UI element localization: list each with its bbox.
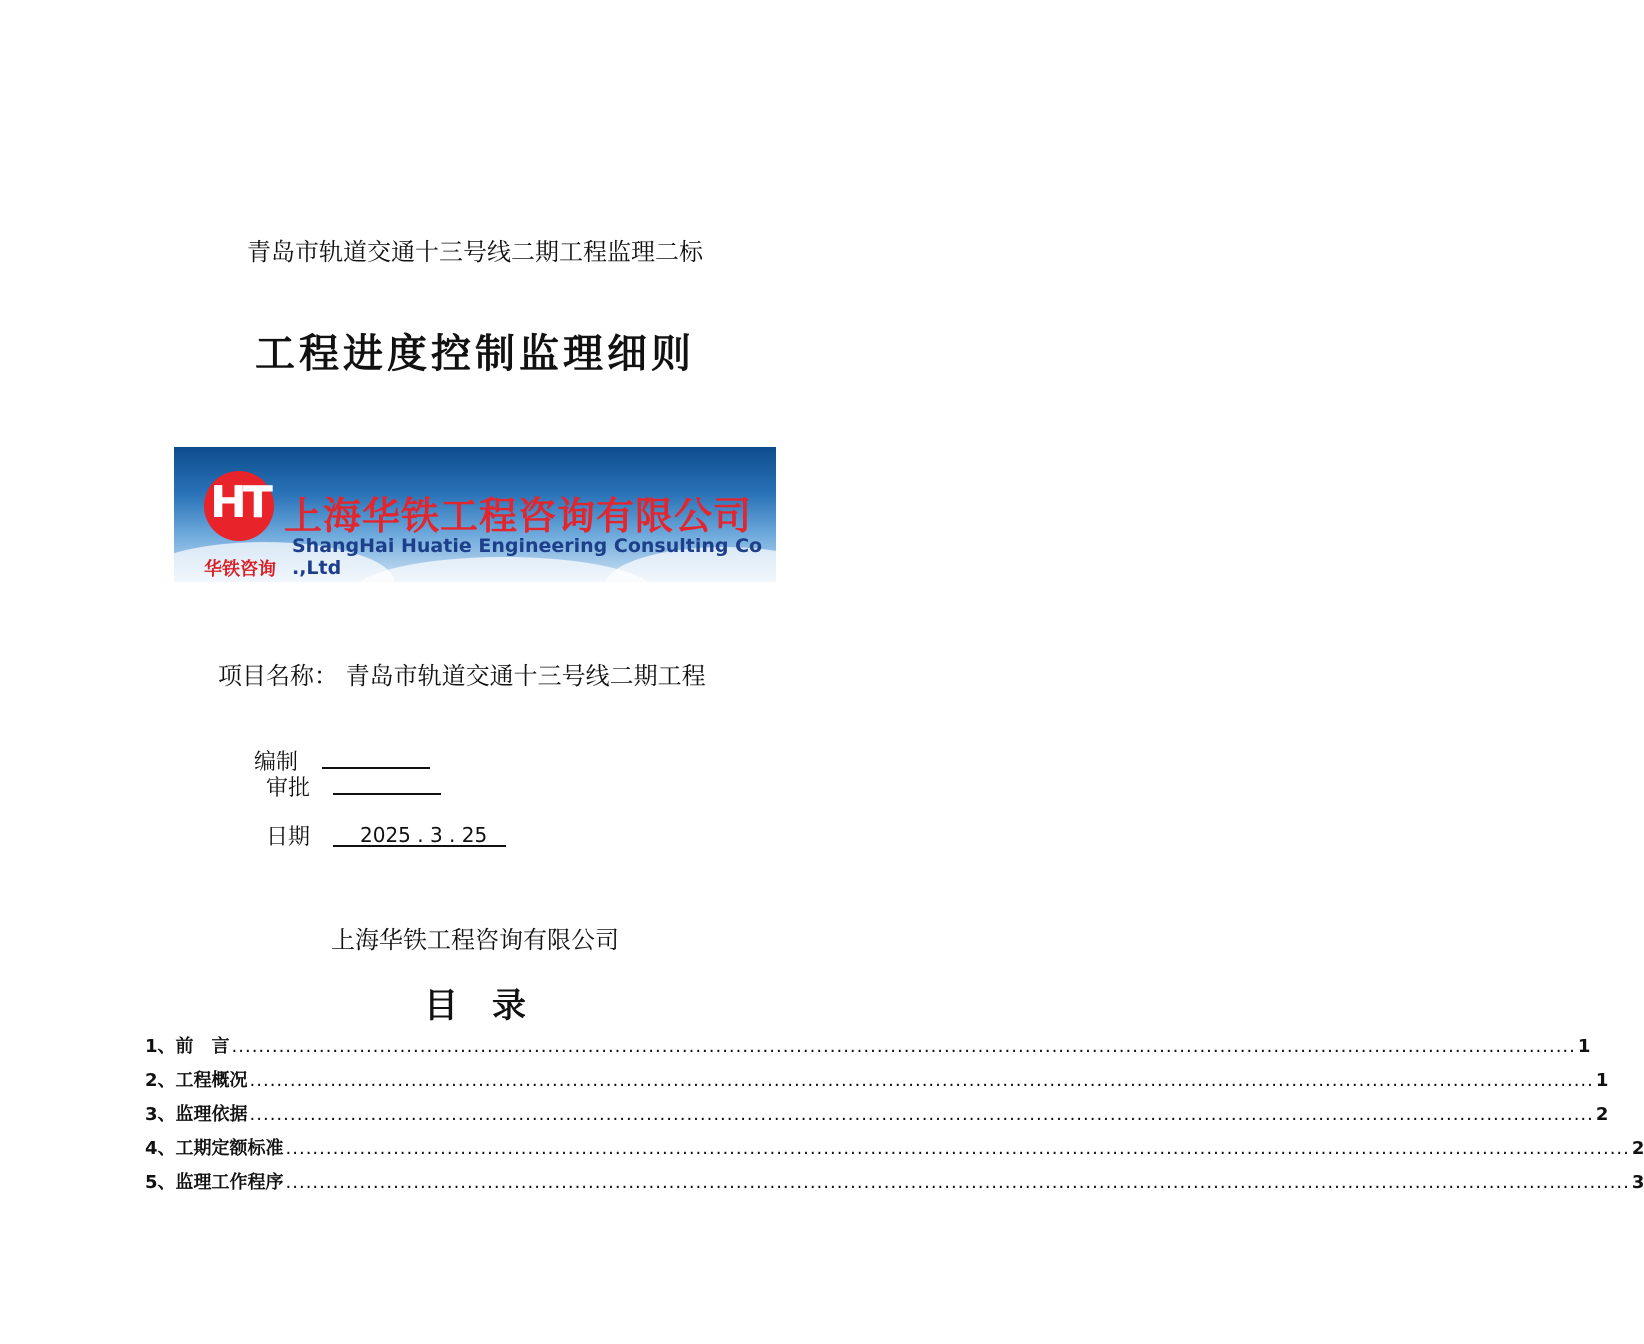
toc-entry-page: 1 <box>1595 1070 1609 1091</box>
logo-mark-caption: 华铁咨询 <box>204 559 276 580</box>
date-underline <box>333 845 506 847</box>
company-logo-banner <box>174 447 776 582</box>
toc-entry-label: 2、工程概况 <box>145 1070 248 1091</box>
toc-leader-dots: ........................................................................................................................................................................................................ <box>285 1138 1630 1159</box>
document-subtitle: 青岛市轨道交通十三号线二期工程监理二标 <box>247 238 703 266</box>
toc-leader-dots: ........................................................................................................................................................................................................ <box>249 1070 1594 1091</box>
project-line <box>218 656 706 691</box>
toc-entry[interactable] <box>145 1134 1644 1168</box>
project-name: 青岛市轨道交通十三号线二期工程 <box>345 662 706 690</box>
company-name: 上海华铁工程咨询有限公司 <box>331 926 619 954</box>
review-label: 审批 <box>266 776 311 801</box>
date-label: 日期 <box>266 825 311 850</box>
logo-company-en: ShangHai Huatie Engineering Consulting Co .,Ltd <box>292 535 763 579</box>
toc-entry-label: 5、监理工作程序 <box>145 1172 284 1193</box>
review-signature-line <box>333 793 441 795</box>
toc-entry-page: 2 <box>1595 1104 1609 1125</box>
toc-entry[interactable] <box>145 1168 1644 1202</box>
toc-entry-label: 4、工期定额标准 <box>145 1138 284 1159</box>
toc-entry-page: 2 <box>1631 1138 1644 1159</box>
toc-entry-label: 1、前 言 <box>145 1036 230 1057</box>
toc-title: 目 录 <box>424 986 526 1026</box>
document-title: 工程进度控制监理细则 <box>255 331 695 377</box>
compile-label: 编制 <box>254 750 299 775</box>
toc-leader-dots: ........................................................................................................................................................................................................ <box>285 1172 1630 1193</box>
ht-logo-letters: HT <box>210 477 269 528</box>
toc-leader-dots: ........................................................................................................................................................................................................ <box>231 1036 1576 1057</box>
toc-entry[interactable] <box>145 1100 1609 1134</box>
project-label: 项目名称： <box>218 662 338 690</box>
toc-entry-page: 1 <box>1577 1036 1591 1057</box>
table-of-contents <box>145 1032 1644 1202</box>
toc-entry[interactable] <box>145 1032 1591 1066</box>
toc-entry-page: 3 <box>1631 1172 1644 1193</box>
logo-company-cn: 上海华铁工程咨询有限公司 <box>284 494 753 538</box>
compile-signature-line <box>322 767 430 769</box>
date-value: 2025 . 3 . 25 <box>360 823 488 847</box>
toc-entry-label: 3、监理依据 <box>145 1104 248 1125</box>
toc-leader-dots: ........................................................................................................................................................................................................ <box>249 1104 1594 1125</box>
toc-entry[interactable] <box>145 1066 1609 1100</box>
